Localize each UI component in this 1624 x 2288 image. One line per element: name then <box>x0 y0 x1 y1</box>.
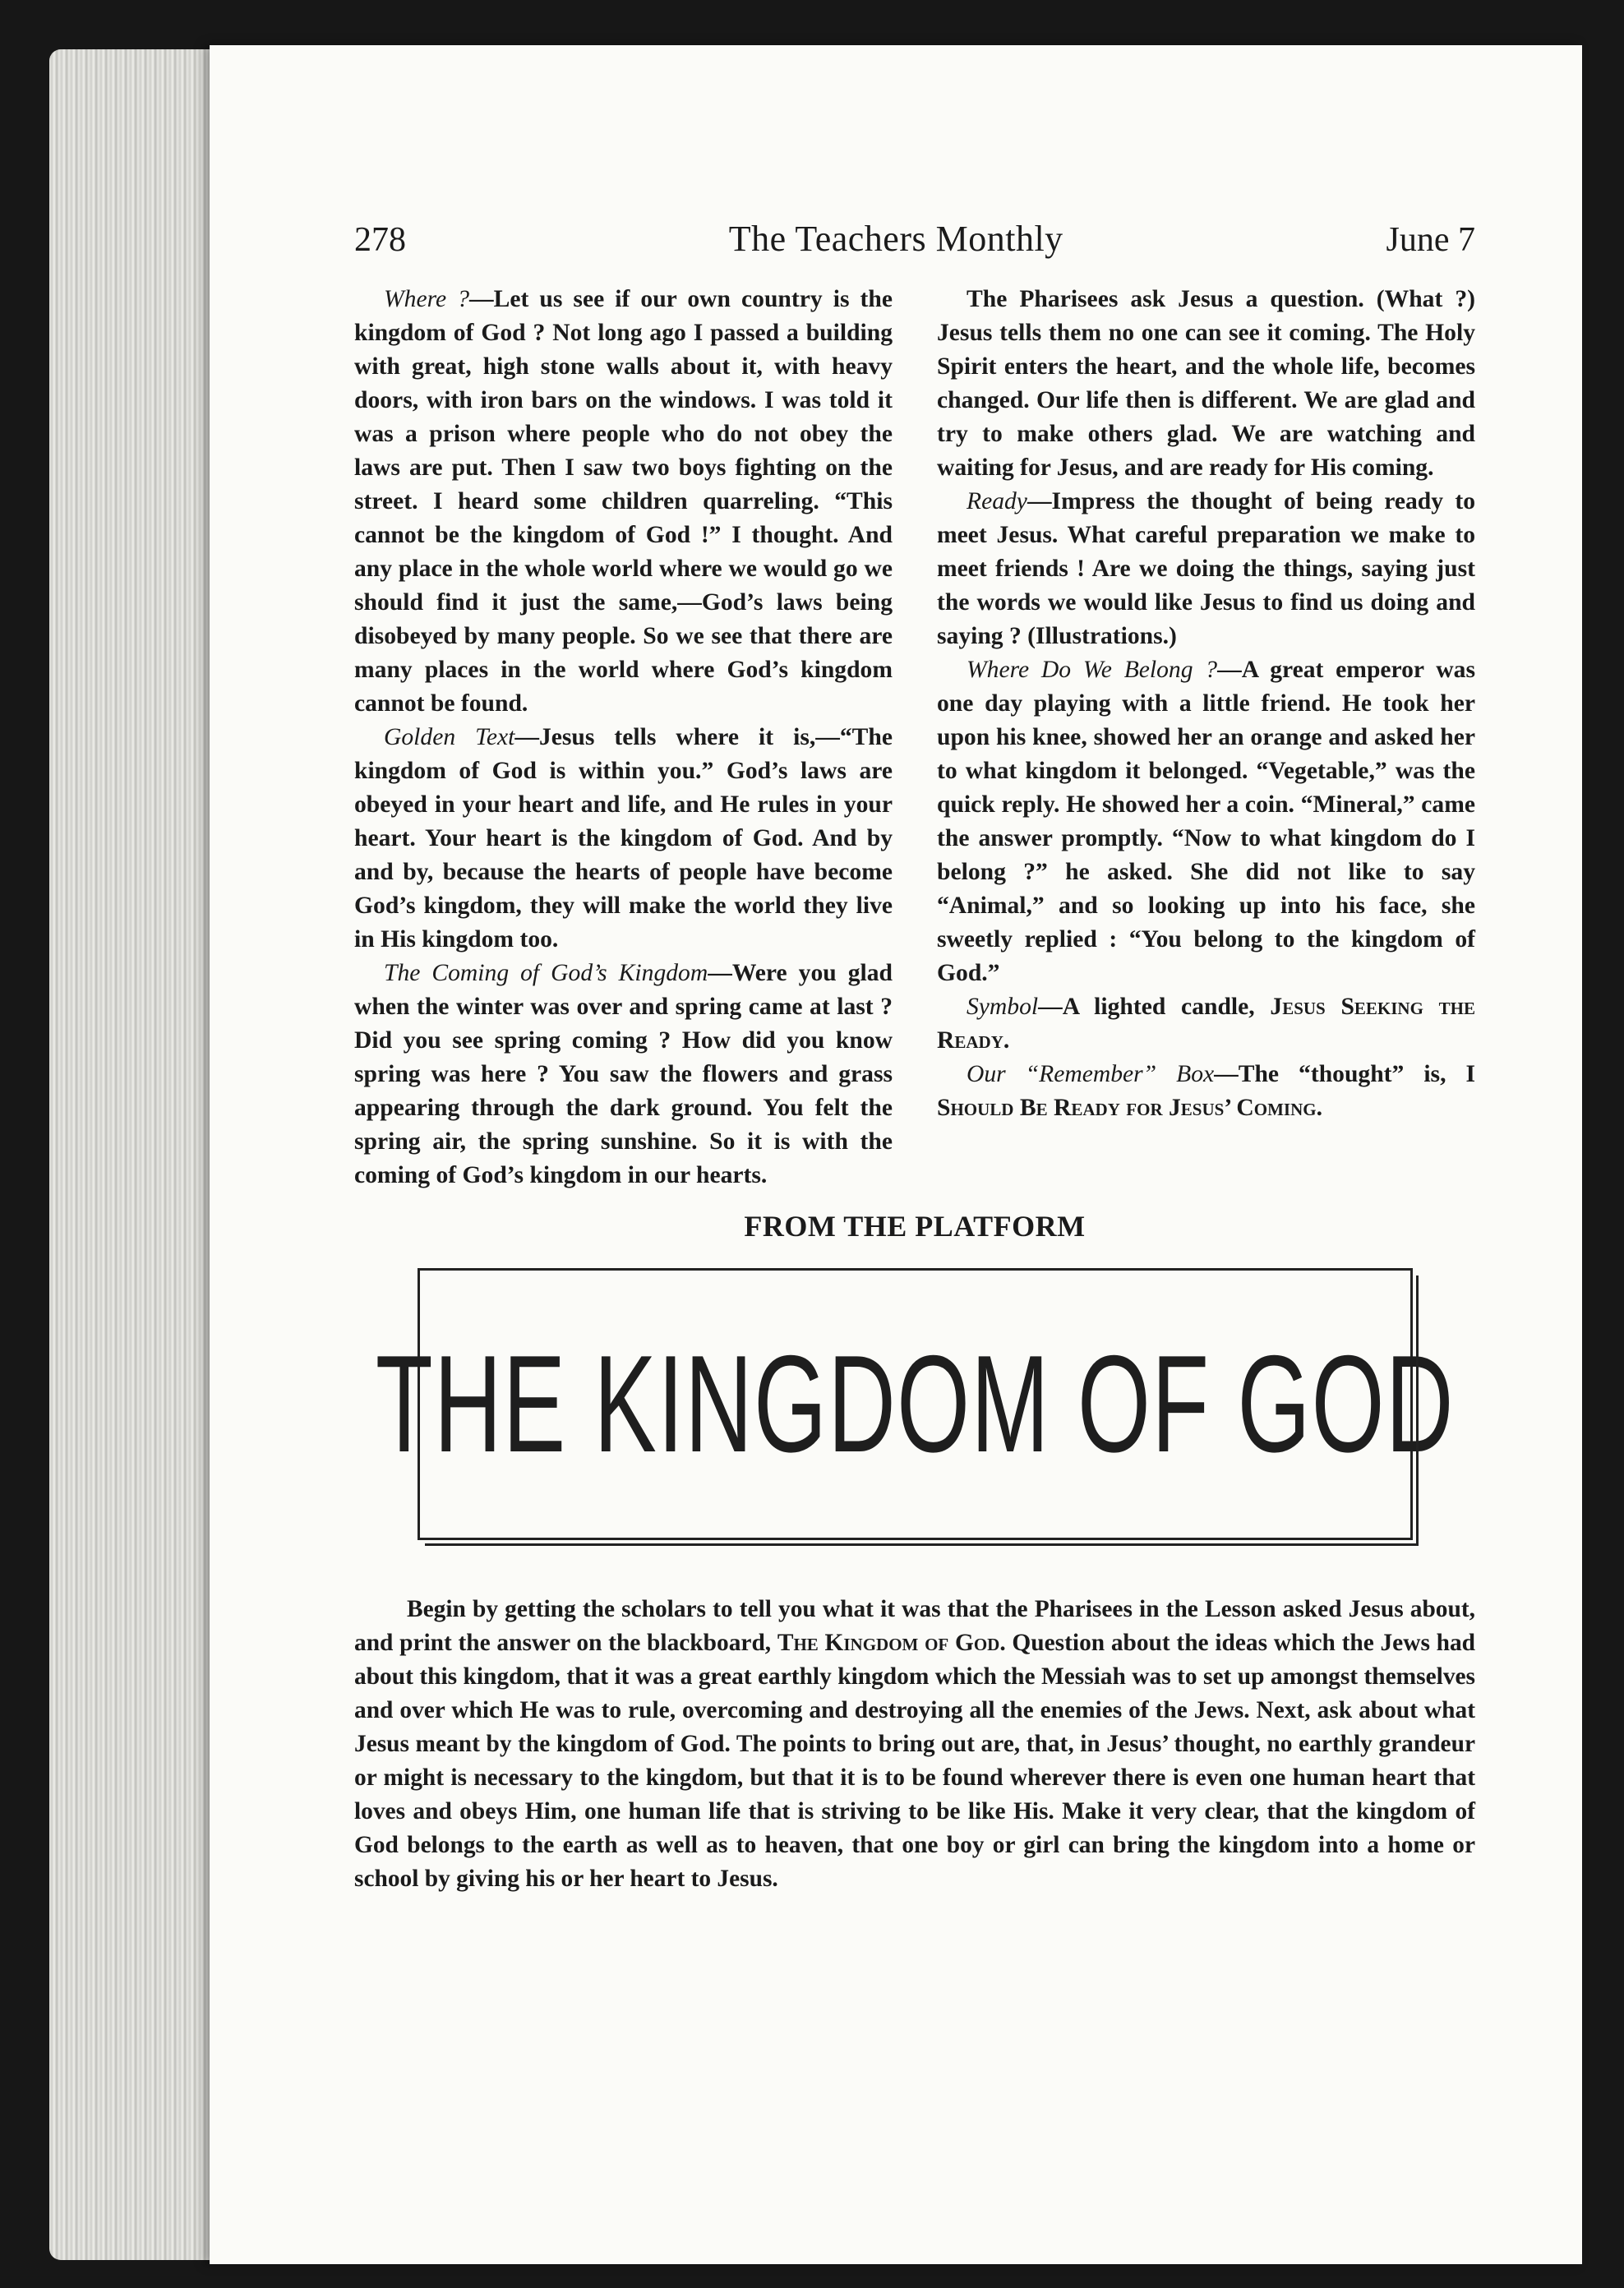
paragraph-label: Where Do We Belong ? <box>967 657 1218 683</box>
paragraph-text: —A great emperor was one day playing with a little friend. He took her upon his knee, showed her an orange and asked her to what kingdom it belonged. “Vegetable,” was the quick reply. He showed her a coin. “Mineral,” came the answer promptly. “Now to what kingdom do I belong ?” he asked. She did not like to say “Animal,” and so looking up into his face, she sweetly replied : “You belong to the kingdom of God.” <box>937 657 1475 986</box>
paragraph-where-belong <box>937 653 1475 990</box>
paragraph-text: The Pharisees ask Jesus a question. (What ?) Jesus tells them no one can see it coming. The Holy Spirit enters the heart, and the whole life, becomes changed. Our life then is different. We are glad and try to make others glad. We are watching and waiting for Jesus, and are ready for His coming. <box>937 286 1475 481</box>
paragraph-label: The Coming of God’s Kingdom <box>384 960 708 986</box>
paragraph-pharisees <box>937 283 1475 485</box>
paragraph-text: —Let us see if our own country is the kingdom of God ? Not long ago I passed a building with great, high stone walls about it, with heavy doors, with iron bars on the windows. I was told it was a prison where people who do not obey the laws are put. Then I saw two boys fighting on the street. I heard some children quarreling. “This cannot be the kingdom of God !” I thought. And any place in the whole world where we would go we should find it just the same,—God’s laws being disobeyed by many people. So we see that there are many places in the world where God’s kingdom cannot be found. <box>354 286 893 717</box>
symbol-smallcaps: Jesus Seeking the Ready. <box>937 994 1475 1054</box>
running-head <box>354 218 1475 260</box>
page-content <box>354 218 1475 1920</box>
paragraph-golden-text <box>354 721 893 957</box>
blackboard-text: THE KINGDOM OF GOD <box>375 1326 1455 1481</box>
paragraph-label: Golden Text <box>384 724 515 750</box>
kingdom-smallcaps: The Kingdom of God <box>777 1630 1000 1656</box>
paragraph-label: Symbol <box>967 994 1039 1020</box>
paragraph-text: . Question about the ideas which the Jews had about this kingdom, that it was a great earthly kingdom which the Messiah was to set up amongst themselves and over which He was to rule, overcoming and destroying all the enemies of the Jews. Next, ask about what Jesus meant by the kingdom of God. The points to bring out are, that, in Jesus’ thought, no earthly grandeur or might is necessary to the kingdom, but that it is to be found wherever there is even one human heart that loves and obeys Him, one human life that is striving to be like His. Make it very clear, that the kingdom of God belongs to the earth as well as to heaven, that one boy or girl can bring the kingdom into a home or school by giving his or her heart to Jesus. <box>354 1630 1475 1892</box>
paragraph-text: Begin by getting the scholars to tell you what it was that the Pharisees in the Lesson asked Jesus about, and print the answer on the blackboard, <box>354 1596 1475 1656</box>
remember-smallcaps: I Should Be Ready for Jesus’ Coming. <box>937 1061 1475 1121</box>
issue-date: June 7 <box>1386 221 1475 259</box>
paragraph-label: Ready <box>967 488 1027 514</box>
paragraph-coming-kingdom <box>354 957 893 1192</box>
section-heading: FROM THE PLATFORM <box>744 1210 1086 1243</box>
book-page-edges <box>49 49 230 2260</box>
book-page <box>210 45 1582 2264</box>
paragraph-label: Our “Remember” Box <box>967 1061 1215 1087</box>
right-column <box>937 283 1475 1192</box>
two-column-body <box>354 283 1475 1192</box>
page-number: 278 <box>354 221 406 259</box>
platform-paragraph <box>354 1593 1475 1896</box>
paragraph-text: —Jesus tells where it is,—“The kingdom of God is within you.” God’s laws are obeyed in your heart and life, and He rules in your heart. Your heart is the kingdom of God. And by and by, because the hearts of people have become God’s kingdom, they will make the world they live in His kingdom too. <box>354 724 893 953</box>
paragraph-symbol <box>937 990 1475 1058</box>
paragraph-where <box>354 283 893 721</box>
paragraph-text: —A lighted candle, <box>1038 994 1271 1020</box>
left-column <box>354 283 893 1192</box>
paragraph-ready <box>937 485 1475 653</box>
paragraph-label: Where ? <box>384 286 469 312</box>
paragraph-text: —Were you glad when the winter was over and spring came at last ? Did you see spring coming ? How did you know spring was here ? You saw the flowers and grass appearing through the dark ground. You felt the spring air, the spring sunshine. So it is with the coming of God’s kingdom in our hearts. <box>354 960 893 1188</box>
journal-title: The Teachers Monthly <box>728 219 1063 259</box>
blackboard-box <box>375 1268 1455 1540</box>
paragraph-text: —The “thought” is, <box>1214 1061 1466 1087</box>
paragraph-text: —Impress the thought of being ready to meet Jesus. What careful preparation we make to meet friends ! Are we doing the things, saying just the words we would like Jesus to find us doing and saying ? (Illustrations.) <box>937 488 1475 649</box>
paragraph-remember-box <box>937 1058 1475 1125</box>
